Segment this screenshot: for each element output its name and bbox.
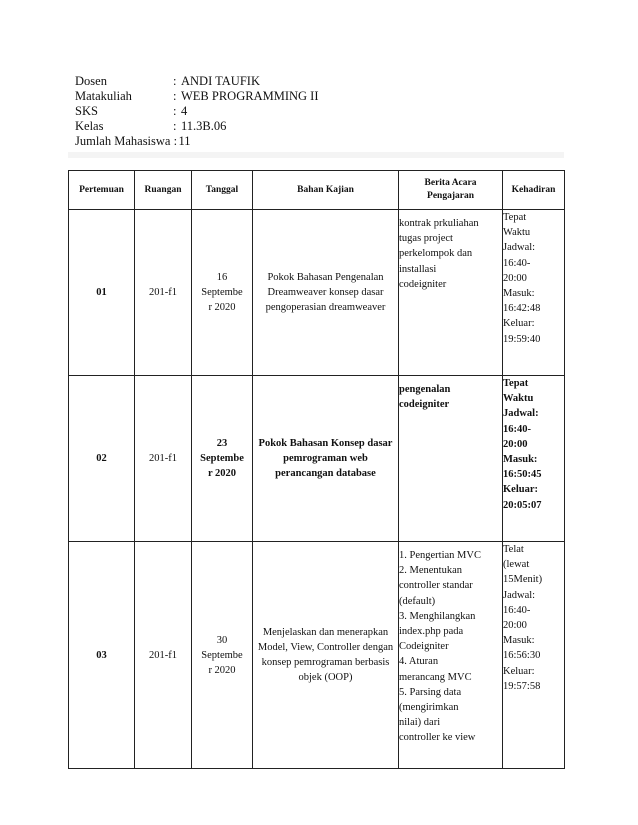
tanggal-line: 23 bbox=[216, 438, 228, 449]
cell-pertemuan: 02 bbox=[69, 376, 135, 542]
cell-pertemuan: 01 bbox=[69, 210, 135, 376]
berita-acara-line: controller standar bbox=[399, 580, 473, 592]
kehadiran-line: Jadwal: bbox=[503, 242, 536, 254]
info-colon: : bbox=[170, 134, 178, 148]
info-value: WEB PROGRAMMING II bbox=[181, 89, 319, 103]
course-info bbox=[75, 74, 319, 149]
info-colon: : bbox=[173, 74, 177, 88]
tanggal-line: r 2020 bbox=[208, 302, 236, 313]
cell-kehadiran bbox=[503, 210, 565, 376]
kehadiran-line: Jadwal: bbox=[503, 589, 536, 601]
berita-acara-line: 4. Aturan bbox=[399, 656, 439, 668]
cell-berita-acara bbox=[399, 210, 503, 376]
attendance-table bbox=[68, 170, 565, 769]
info-value: 11 bbox=[178, 134, 191, 148]
kehadiran-line: 16:42:48 bbox=[503, 303, 541, 315]
info-row-kelas bbox=[75, 119, 319, 134]
berita-acara-line: Codeigniter bbox=[399, 641, 449, 653]
kehadiran-line: Waktu bbox=[503, 393, 534, 405]
cell-tanggal bbox=[192, 542, 253, 769]
berita-acara-line: index.php pada bbox=[399, 626, 464, 638]
kehadiran-line: Tepat bbox=[503, 212, 527, 223]
tanggal-line: r 2020 bbox=[207, 468, 237, 479]
kehadiran-line: Telat bbox=[503, 544, 524, 555]
info-label: Matakuliah bbox=[75, 89, 132, 103]
berita-acara-line: installasi bbox=[399, 263, 437, 275]
cell-ruangan: 201-f1 bbox=[135, 542, 192, 769]
cell-ruangan: 201-f1 bbox=[135, 210, 192, 376]
berita-acara-line: codeigniter bbox=[399, 399, 450, 411]
info-colon: : bbox=[173, 119, 177, 133]
berita-acara-line: pengenalan bbox=[399, 384, 451, 395]
table-row bbox=[69, 542, 565, 769]
kehadiran-line: Masuk: bbox=[503, 635, 535, 647]
tanggal-line: 30 bbox=[216, 634, 228, 646]
kehadiran-line: 16:50:45 bbox=[503, 469, 542, 481]
cell-bahan-kajian: Pokok Bahasan Konsep dasar pemrograman web perancangan database bbox=[253, 376, 399, 542]
tanggal-line: Septembe bbox=[200, 453, 244, 464]
berita-acara-line: codeigniter bbox=[399, 278, 447, 290]
info-value: 11.3B.06 bbox=[181, 119, 227, 133]
kehadiran-line: Masuk: bbox=[503, 454, 538, 466]
cell-pertemuan: 03 bbox=[69, 542, 135, 769]
berita-acara-line: controller ke view bbox=[399, 732, 476, 744]
tanggal-line: Septembe bbox=[201, 287, 243, 298]
kehadiran-line: 16:40- bbox=[503, 604, 531, 616]
kehadiran-line: 20:05:07 bbox=[503, 499, 542, 511]
berita-acara-line: nilai) dari bbox=[399, 717, 441, 729]
berita-acara-line: 3. Menghilangkan bbox=[399, 610, 476, 622]
kehadiran-line: 20:00 bbox=[503, 438, 528, 450]
header-kehadiran: Kehadiran bbox=[503, 171, 565, 210]
cell-berita-acara bbox=[399, 376, 503, 542]
berita-acara-line: (default) bbox=[399, 595, 436, 607]
cell-kehadiran bbox=[503, 376, 565, 542]
cell-kehadiran bbox=[503, 542, 565, 769]
kehadiran-line: Jadwal: bbox=[503, 408, 539, 420]
info-row-matakuliah bbox=[75, 89, 319, 104]
berita-acara-line: merancang MVC bbox=[399, 671, 472, 683]
header-ruangan: Ruangan bbox=[135, 171, 192, 210]
info-row-jumlah-mahasiswa bbox=[75, 134, 319, 149]
berita-acara-line: perkelompok dan bbox=[399, 248, 473, 260]
tanggal-line: 16 bbox=[216, 272, 228, 283]
kehadiran-line: Keluar: bbox=[503, 318, 535, 330]
cell-tanggal bbox=[192, 210, 253, 376]
kehadiran-line: 16:56:30 bbox=[503, 650, 541, 662]
kehadiran-line: 16:40- bbox=[503, 257, 531, 269]
berita-acara-line: 2. Menentukan bbox=[399, 565, 462, 577]
info-value: 4 bbox=[181, 104, 188, 118]
kehadiran-line: 15Menit) bbox=[503, 574, 543, 586]
cell-bahan-kajian: Pokok Bahasan Pengenalan Dreamweaver konsep dasar pengoperasian dreamweaver bbox=[253, 210, 399, 376]
kehadiran-line: Keluar: bbox=[503, 665, 535, 677]
berita-acara-line: tugas project bbox=[399, 233, 453, 245]
header-tanggal: Tanggal bbox=[192, 171, 253, 210]
kehadiran-line: 19:57:58 bbox=[503, 680, 541, 692]
tanggal-line: Septembe bbox=[201, 649, 243, 661]
cell-bahan-kajian: Menjelaskan dan menerapkan Model, View, Controller dengan konsep pemrograman berbasis objek (OOP) bbox=[253, 542, 399, 769]
kehadiran-line: 19:59:40 bbox=[503, 333, 541, 345]
kehadiran-line: (lewat bbox=[503, 559, 530, 571]
cell-tanggal bbox=[192, 376, 253, 542]
table-header-row bbox=[69, 171, 565, 210]
kehadiran-line: 16:40- bbox=[503, 423, 531, 435]
header-berita-acara: Berita Acara Pengajaran bbox=[399, 171, 503, 210]
info-value: ANDI TAUFIK bbox=[181, 74, 260, 88]
cell-berita-acara bbox=[399, 542, 503, 769]
table-row bbox=[69, 210, 565, 376]
kehadiran-line: Tepat bbox=[503, 378, 529, 389]
info-label: Kelas bbox=[75, 119, 104, 133]
info-label: Jumlah Mahasiswa bbox=[75, 134, 171, 148]
info-label: SKS bbox=[75, 104, 98, 118]
table-row bbox=[69, 376, 565, 542]
info-label: Dosen bbox=[75, 74, 107, 88]
info-row-sks bbox=[75, 104, 319, 119]
berita-acara-line: (mengirimkan bbox=[399, 702, 459, 714]
kehadiran-line: 20:00 bbox=[503, 620, 527, 632]
berita-acara-line: 5. Parsing data bbox=[399, 686, 462, 698]
berita-acara-line: 1. Pengertian MVC bbox=[399, 550, 481, 561]
berita-acara-line: kontrak prkuliahan bbox=[399, 218, 479, 229]
header-pertemuan: Pertemuan bbox=[69, 171, 135, 210]
kehadiran-line: Masuk: bbox=[503, 288, 535, 300]
info-colon: : bbox=[173, 89, 177, 103]
info-colon: : bbox=[173, 104, 177, 118]
kehadiran-line: Keluar: bbox=[503, 484, 538, 496]
section-divider bbox=[68, 152, 564, 158]
kehadiran-line: 20:00 bbox=[503, 272, 527, 284]
header-bahan-kajian: Bahan Kajian bbox=[253, 171, 399, 210]
cell-ruangan: 201-f1 bbox=[135, 376, 192, 542]
tanggal-line: r 2020 bbox=[208, 664, 236, 676]
kehadiran-line: Waktu bbox=[503, 227, 531, 239]
info-row-dosen bbox=[75, 74, 319, 89]
